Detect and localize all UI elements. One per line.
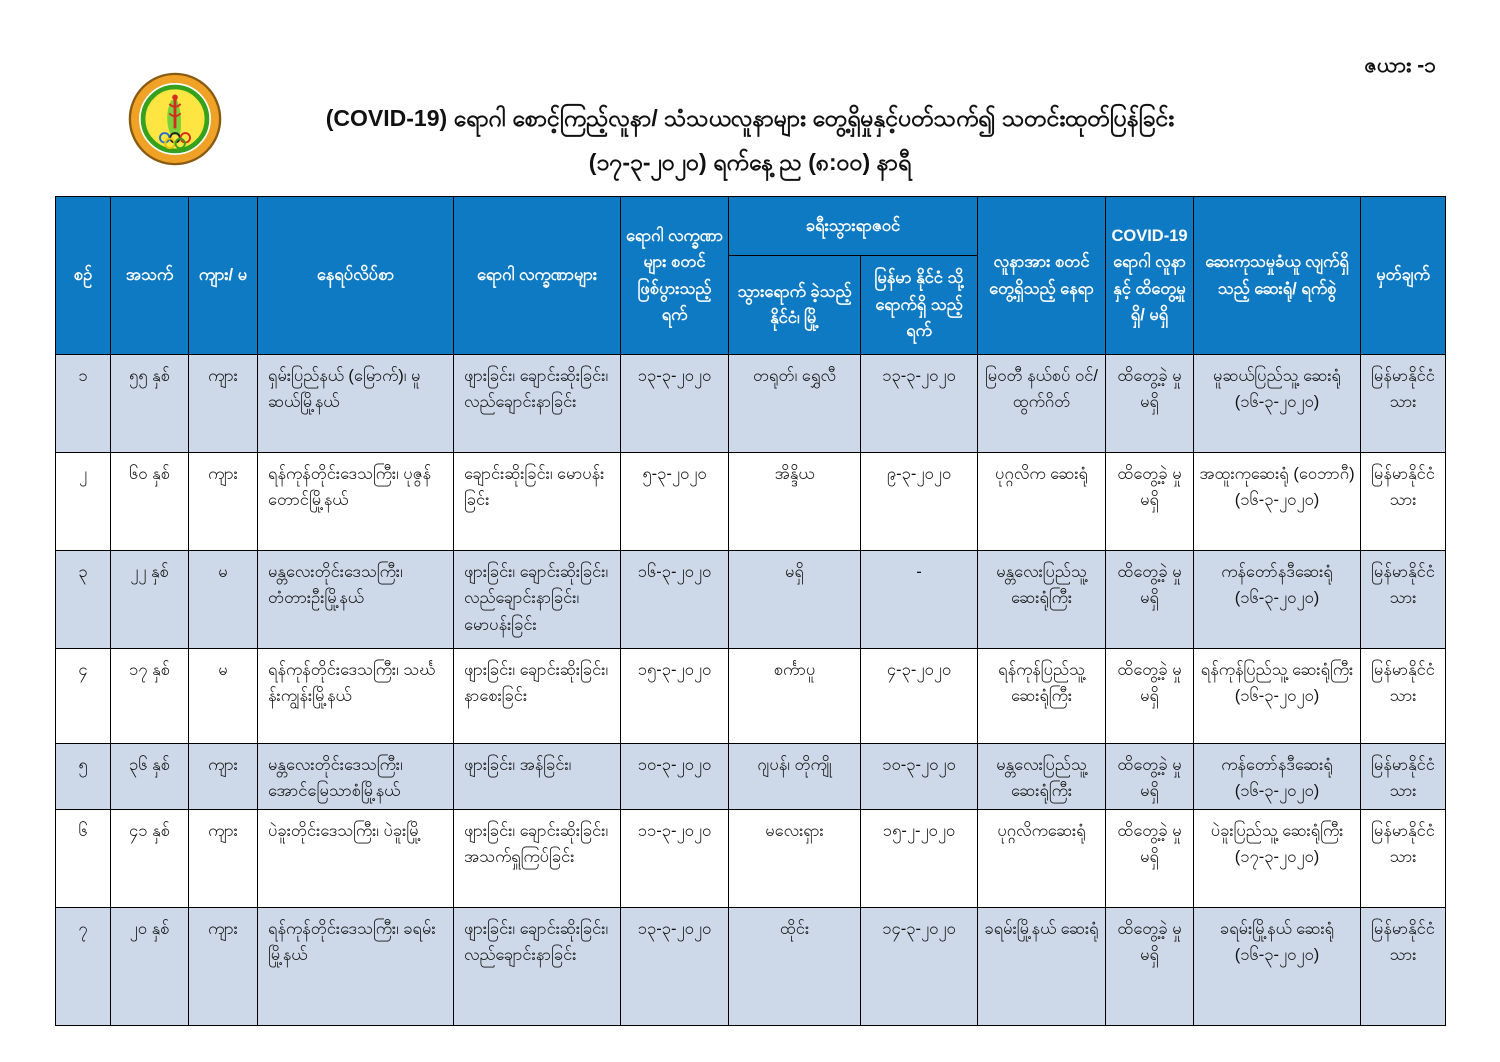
cell-sex: ကျား <box>189 355 258 453</box>
cell-travel-country: ဂျပန်၊ တိုကျို <box>729 744 861 810</box>
cell-age: ၁၇ နှစ် <box>111 649 189 744</box>
cell-age: ၆၀ နှစ် <box>111 453 189 551</box>
cell-first-found-place: ပုဂ္ဂလိကဆေးရုံ <box>978 809 1106 907</box>
cell-travel-country: စင်္ကာပူ <box>729 649 861 744</box>
cell-symptoms: ဖျားခြင်း၊ ချောင်းဆိုးခြင်း၊ လည်ချောင်းနာခြင်း <box>454 907 621 1025</box>
cell-contact: ထိတွေ့ခဲ့ မှု မရှိ <box>1106 355 1194 453</box>
cell-onset-date: ၅-၃-၂၀၂၀ <box>621 453 729 551</box>
cell-remark: မြန်မာနိုင်ငံ သား <box>1361 453 1446 551</box>
cell-symptoms: ဖျားခြင်း၊ ချောင်းဆိုးခြင်း၊ အသက်ရှူကြပ်ခြင်း <box>454 809 621 907</box>
table-body <box>56 355 1446 1026</box>
covid-patient-table <box>55 196 1446 1026</box>
col-header-sex: ကျား/ မ <box>189 197 258 355</box>
cell-arrival-date: ၁၀-၃-၂၀၂၀ <box>861 744 978 810</box>
table-row <box>56 907 1446 1025</box>
cell-address: မန္တလေးတိုင်းဒေသကြီး၊ အောင်မြေသာစံမြို့နယ် <box>258 744 454 810</box>
cell-arrival-date: ၁၅-၂-၂၀၂၀ <box>861 809 978 907</box>
cell-travel-country: ထိုင်း <box>729 907 861 1025</box>
cell-hospital: ရန်ကုန်ပြည်သူ့ ဆေးရုံကြီး (၁၆-၃-၂၀၂၀) <box>1194 649 1361 744</box>
cell-first-found-place: ပုဂ္ဂလိက ဆေးရုံ <box>978 453 1106 551</box>
cell-arrival-date: ၁၄-၃-၂၀၂၀ <box>861 907 978 1025</box>
cell-no: ၇ <box>56 907 111 1025</box>
cell-first-found-place: မန္တလေးပြည်သူ့ ဆေးရုံကြီး <box>978 551 1106 649</box>
table-row <box>56 355 1446 453</box>
cell-sex: ကျား <box>189 744 258 810</box>
cell-hospital: ပဲခူးပြည်သူ့ ဆေးရုံကြီး (၁၇-၃-၂၀၂၀) <box>1194 809 1361 907</box>
cell-no: ၄ <box>56 649 111 744</box>
col-header-arrival-date: မြန်မာ နိုင်ငံ သို့ ရောက်ရှိ သည့်ရက် <box>861 256 978 355</box>
cell-address: ရန်ကုန်တိုင်းဒေသကြီး၊ ပုဇွန်တောင်မြို့နယ် <box>258 453 454 551</box>
cell-symptoms: ဖျားခြင်း၊ အန်ခြင်း၊ <box>454 744 621 810</box>
cell-no: ၆ <box>56 809 111 907</box>
cell-arrival-date: - <box>861 551 978 649</box>
report-date-line: (၁၇-၃-၂၀၂၀) ရက်နေ့ ည (၈:၀၀) နာရီ <box>588 149 912 176</box>
table-row <box>56 551 1446 649</box>
cell-contact: ထိတွေ့ခဲ့ မှု မရှိ <box>1106 809 1194 907</box>
col-header-contact: COVID-19 ရောဂါ လူနာနှင့် ထိတွေ့မှု ရှိ/ မရှိ <box>1106 197 1194 355</box>
cell-sex: ကျား <box>189 809 258 907</box>
col-header-no: စဉ် <box>56 197 111 355</box>
cell-symptoms: ချောင်းဆိုးခြင်း၊ မောပန်းခြင်း <box>454 453 621 551</box>
cell-age: ၂၀ နှစ် <box>111 907 189 1025</box>
cell-first-found-place: မြဝတီ နယ်စပ် ဝင်/ထွက်ဂိတ် <box>978 355 1106 453</box>
cell-contact: ထိတွေ့ခဲ့ မှု မရှိ <box>1106 907 1194 1025</box>
cell-travel-country: အိန္ဒိယ <box>729 453 861 551</box>
cell-onset-date: ၁၅-၃-၂၀၂၀ <box>621 649 729 744</box>
cell-age: ၅၅ နှစ် <box>111 355 189 453</box>
cell-address: မန္တလေးတိုင်းဒေသကြီး၊ တံတားဦးမြို့နယ် <box>258 551 454 649</box>
cell-no: ၂ <box>56 453 111 551</box>
cell-sex: ကျား <box>189 907 258 1025</box>
cell-remark: မြန်မာနိုင်ငံ သား <box>1361 649 1446 744</box>
cell-hospital: အထူးကုဆေးရုံ (ဝေဘာဂီ) (၁၆-၃-၂၀၂၀) <box>1194 453 1361 551</box>
cell-contact: ထိတွေ့ခဲ့ မှု မရှိ <box>1106 453 1194 551</box>
cell-no: ၃ <box>56 551 111 649</box>
cell-hospital: ကန်တော်နဒီဆေးရုံ (၁၆-၃-၂၀၂၀) <box>1194 551 1361 649</box>
cell-travel-country: မလေးရှား <box>729 809 861 907</box>
cell-sex: ကျား <box>189 453 258 551</box>
cell-onset-date: ၁၀-၃-၂၀၂၀ <box>621 744 729 810</box>
cell-symptoms: ဖျားခြင်း၊ ချောင်းဆိုးခြင်း၊ လည်ချောင်းနာခြင်း <box>454 355 621 453</box>
table-row <box>56 649 1446 744</box>
table-number-label: ဇယား -၁ <box>1364 54 1436 77</box>
cell-remark: မြန်မာနိုင်ငံ သား <box>1361 809 1446 907</box>
cell-symptoms: ဖျားခြင်း၊ ချောင်းဆိုးခြင်း၊ လည်ချောင်းနာခြင်း၊ မောပန်းခြင်း <box>454 551 621 649</box>
cell-contact: ထိတွေ့ခဲ့ မှု မရှိ <box>1106 649 1194 744</box>
col-header-symptoms: ရောဂါ လက္ခဏာများ <box>454 197 621 355</box>
cell-first-found-place: မန္တလေးပြည်သူ့ ဆေးရုံကြီး <box>978 744 1106 810</box>
cell-remark: မြန်မာနိုင်ငံ သား <box>1361 907 1446 1025</box>
cell-first-found-place: ရန်ကုန်ပြည်သူ့ ဆေးရုံကြီး <box>978 649 1106 744</box>
report-title: (COVID-19) ရောဂါ စောင့်ကြည့်လူနာ/ သံသယလူနာများ တွေ့ရှိမှုနှင့်ပတ်သက်၍ သတင်းထုတ်ပြန်ခြင်း <box>325 105 1175 131</box>
cell-onset-date: ၁၆-၃-၂၀၂၀ <box>621 551 729 649</box>
cell-first-found-place: ခရမ်းမြို့နယ် ဆေးရုံ <box>978 907 1106 1025</box>
cell-hospital: ကန်တော်နဒီဆေးရုံ (၁၆-၃-၂၀၂၀) <box>1194 744 1361 810</box>
cell-hospital: မူဆယ်ပြည်သူ့ ဆေးရုံ (၁၆-၃-၂၀၂၀) <box>1194 355 1361 453</box>
cell-age: ၄၁ နှစ် <box>111 809 189 907</box>
col-header-remark: မှတ်ချက် <box>1361 197 1446 355</box>
col-header-onset-date: ရောဂါ လက္ခဏာများ စတင် ဖြစ်ပွားသည့် ရက် <box>621 197 729 355</box>
cell-no: ၅ <box>56 744 111 810</box>
cell-arrival-date: ၉-၃-၂၀၂၀ <box>861 453 978 551</box>
table-row <box>56 809 1446 907</box>
cell-onset-date: ၁၁-၃-၂၀၂၀ <box>621 809 729 907</box>
cell-no: ၁ <box>56 355 111 453</box>
cell-onset-date: ၁၃-၃-၂၀၂၀ <box>621 355 729 453</box>
cell-sex: မ <box>189 551 258 649</box>
cell-travel-country: မရှိ <box>729 551 861 649</box>
col-header-address: နေရပ်လိပ်စာ <box>258 197 454 355</box>
cell-contact: ထိတွေ့ခဲ့ မှု မရှိ <box>1106 744 1194 810</box>
cell-age: ၃၆ နှစ် <box>111 744 189 810</box>
cell-address: ရန်ကုန်တိုင်းဒေသကြီး၊ သင်္ဃန်းကျွန်းမြို့နယ် <box>258 649 454 744</box>
col-header-first-found-place: လူနာအား စတင် တွေ့ရှိသည့် နေရာ <box>978 197 1106 355</box>
cell-arrival-date: ၄-၃-၂၀၂၀ <box>861 649 978 744</box>
table-row <box>56 744 1446 810</box>
col-header-hospital: ဆေးကုသမှုခံယူ လျက်ရှိသည့် ဆေးရုံ/ ရက်စွဲ <box>1194 197 1361 355</box>
cell-address: ပဲခူးတိုင်းဒေသကြီး၊ ပဲခူးမြို့ <box>258 809 454 907</box>
cell-contact: ထိတွေ့ခဲ့ မှု မရှိ <box>1106 551 1194 649</box>
cell-remark: မြန်မာနိုင်ငံ သား <box>1361 744 1446 810</box>
cell-remark: မြန်မာနိုင်ငံ သား <box>1361 355 1446 453</box>
table-row <box>56 453 1446 551</box>
cell-remark: မြန်မာနိုင်ငံ သား <box>1361 551 1446 649</box>
cell-address: ရှမ်းပြည်နယ် (မြောက်)၊ မူဆယ်မြို့နယ် <box>258 355 454 453</box>
col-header-travel-country: သွားရောက် ခဲ့သည့် နိုင်ငံ၊ မြို့ <box>729 256 861 355</box>
cell-hospital: ခရမ်းမြို့နယ် ဆေးရုံ (၁၆-၃-၂၀၂၀) <box>1194 907 1361 1025</box>
table-header <box>56 197 1446 355</box>
cell-travel-country: တရုတ်၊ ရွှေလီ <box>729 355 861 453</box>
report-header <box>0 102 1500 182</box>
cell-age: ၂၂ နှစ် <box>111 551 189 649</box>
cell-arrival-date: ၁၃-၃-၂၀၂၀ <box>861 355 978 453</box>
cell-address: ရန်ကုန်တိုင်းဒေသကြီး၊ ခရမ်းမြို့နယ် <box>258 907 454 1025</box>
col-header-age: အသက် <box>111 197 189 355</box>
cell-onset-date: ၁၃-၃-၂၀၂၀ <box>621 907 729 1025</box>
cell-sex: မ <box>189 649 258 744</box>
cell-symptoms: ဖျားခြင်း၊ ချောင်းဆိုးခြင်း၊ နာစေးခြင်း <box>454 649 621 744</box>
col-header-travel-history: ခရီးသွားရာဇဝင် <box>729 197 978 256</box>
